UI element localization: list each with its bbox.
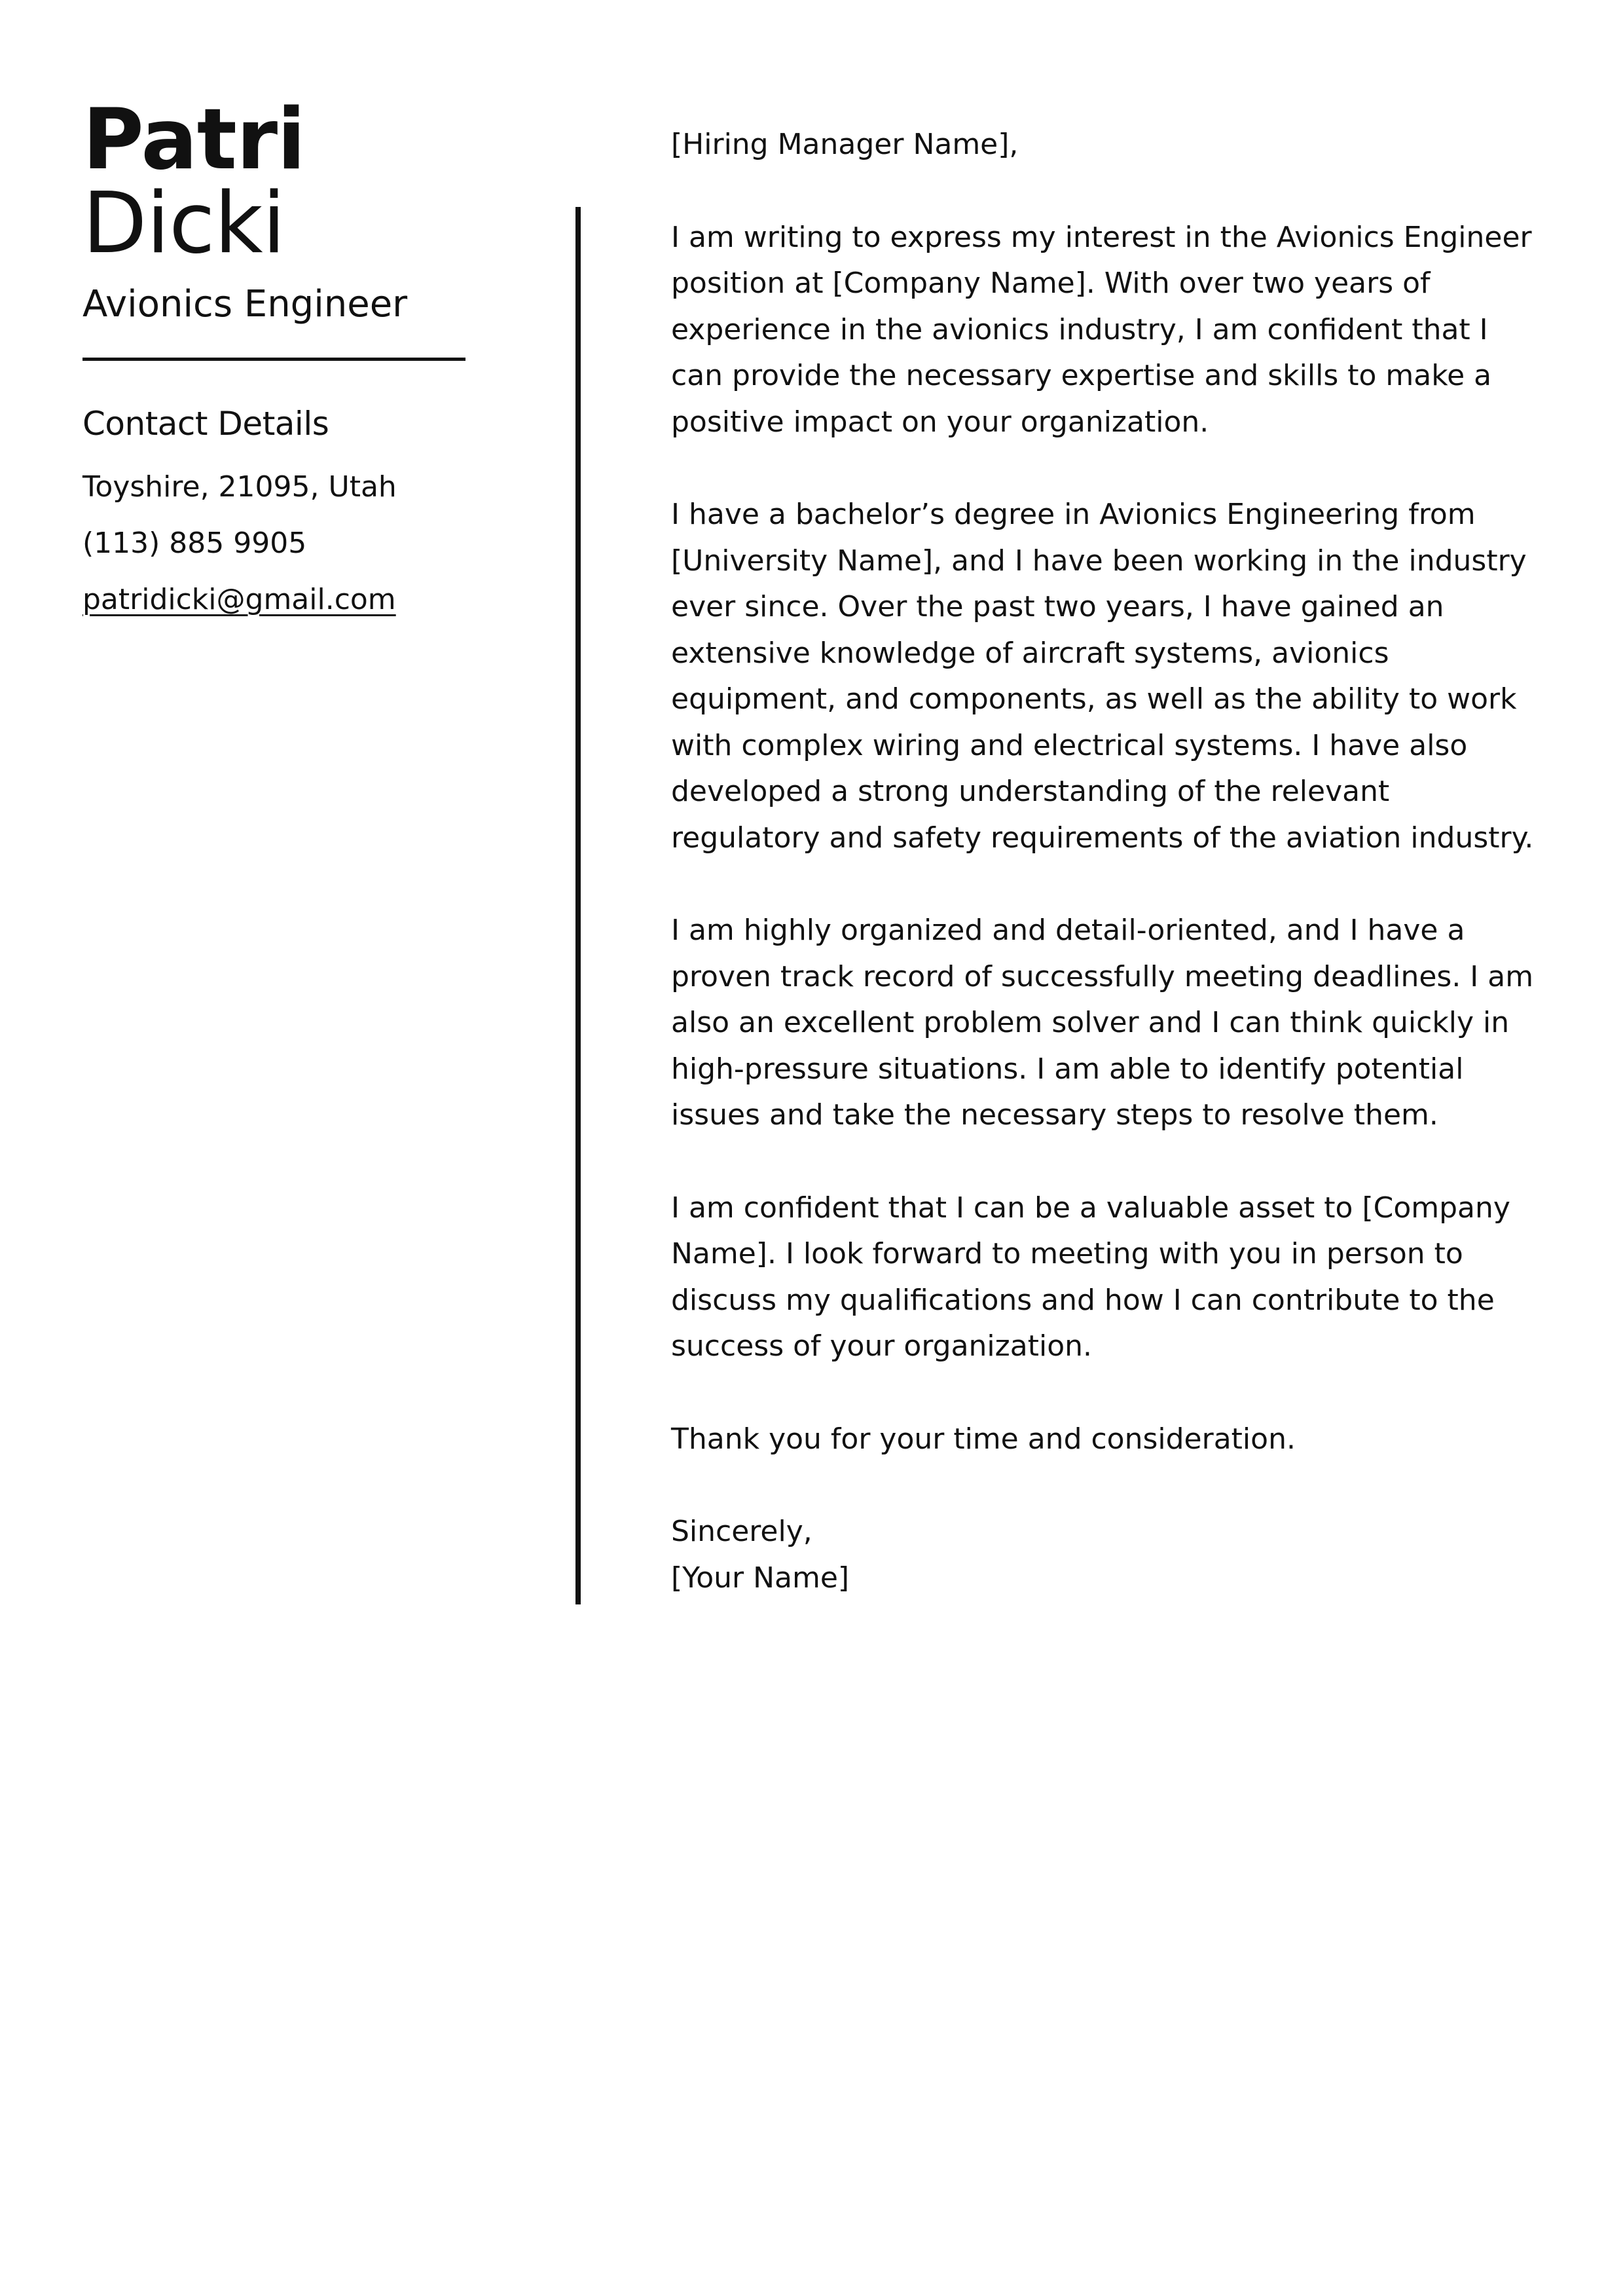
letter-paragraph-3: I am highly organized and detail-oriented, and I have a proven track record of successfully meeting deadlines. I am also an excellent problem solver and I can think quickly in high-pressure situations. I am able to identify potential issues and take the necessary steps to resolve them. <box>671 914 1534 1132</box>
letter-body <box>671 122 1535 1601</box>
letter-paragraph-2: I have a bachelor’s degree in Avionics Engineering from [University Name], and I have been working in the industry ever since. Over the past two years, I have gained an extensive knowledge of aircraft systems, avionics equipment, and components, as well as the ability to work with complex wiring and electrical systems. I have also developed a strong understanding of the relevant regulatory and safety requirements of the aviation industry. <box>671 498 1534 855</box>
job-title: Avionics Engineer <box>82 283 408 325</box>
contact-email-row <box>82 572 465 628</box>
letter-paragraph-5: Thank you for your time and consideration. <box>671 1422 1296 1456</box>
letter-paragraph-4: I am confident that I can be a valuable asset to [Company Name]. I look forward to meeting with you in person to discuss my qualifications and how I can contribute to the success of your organization. <box>671 1191 1510 1363</box>
letter-signature: [Your Name] <box>671 1561 850 1595</box>
letter-salutation: [Hiring Manager Name], <box>671 128 1019 161</box>
contact-heading: Contact Details <box>82 405 329 443</box>
contact-email-link[interactable]: patridicki@gmail.com <box>82 583 396 616</box>
first-name: Patri <box>82 91 305 189</box>
contact-phone: (113) 885 9905 <box>82 527 307 560</box>
letter-closing: Sincerely, <box>671 1515 812 1548</box>
sidebar-divider <box>82 358 465 361</box>
vertical-divider <box>575 207 581 1604</box>
letter-paragraph-1: I am writing to express my interest in the Avionics Engineer position at [Company Name]. With over two years of experience in the avionics industry, I am confident that I can provide the necessary expertise and skills to make a positive impact on your organization. <box>671 220 1532 439</box>
sidebar <box>82 91 465 628</box>
contact-address: Toyshire, 21095, Utah <box>82 470 397 504</box>
contact-list <box>82 459 465 628</box>
last-name: Dicki <box>82 175 285 272</box>
